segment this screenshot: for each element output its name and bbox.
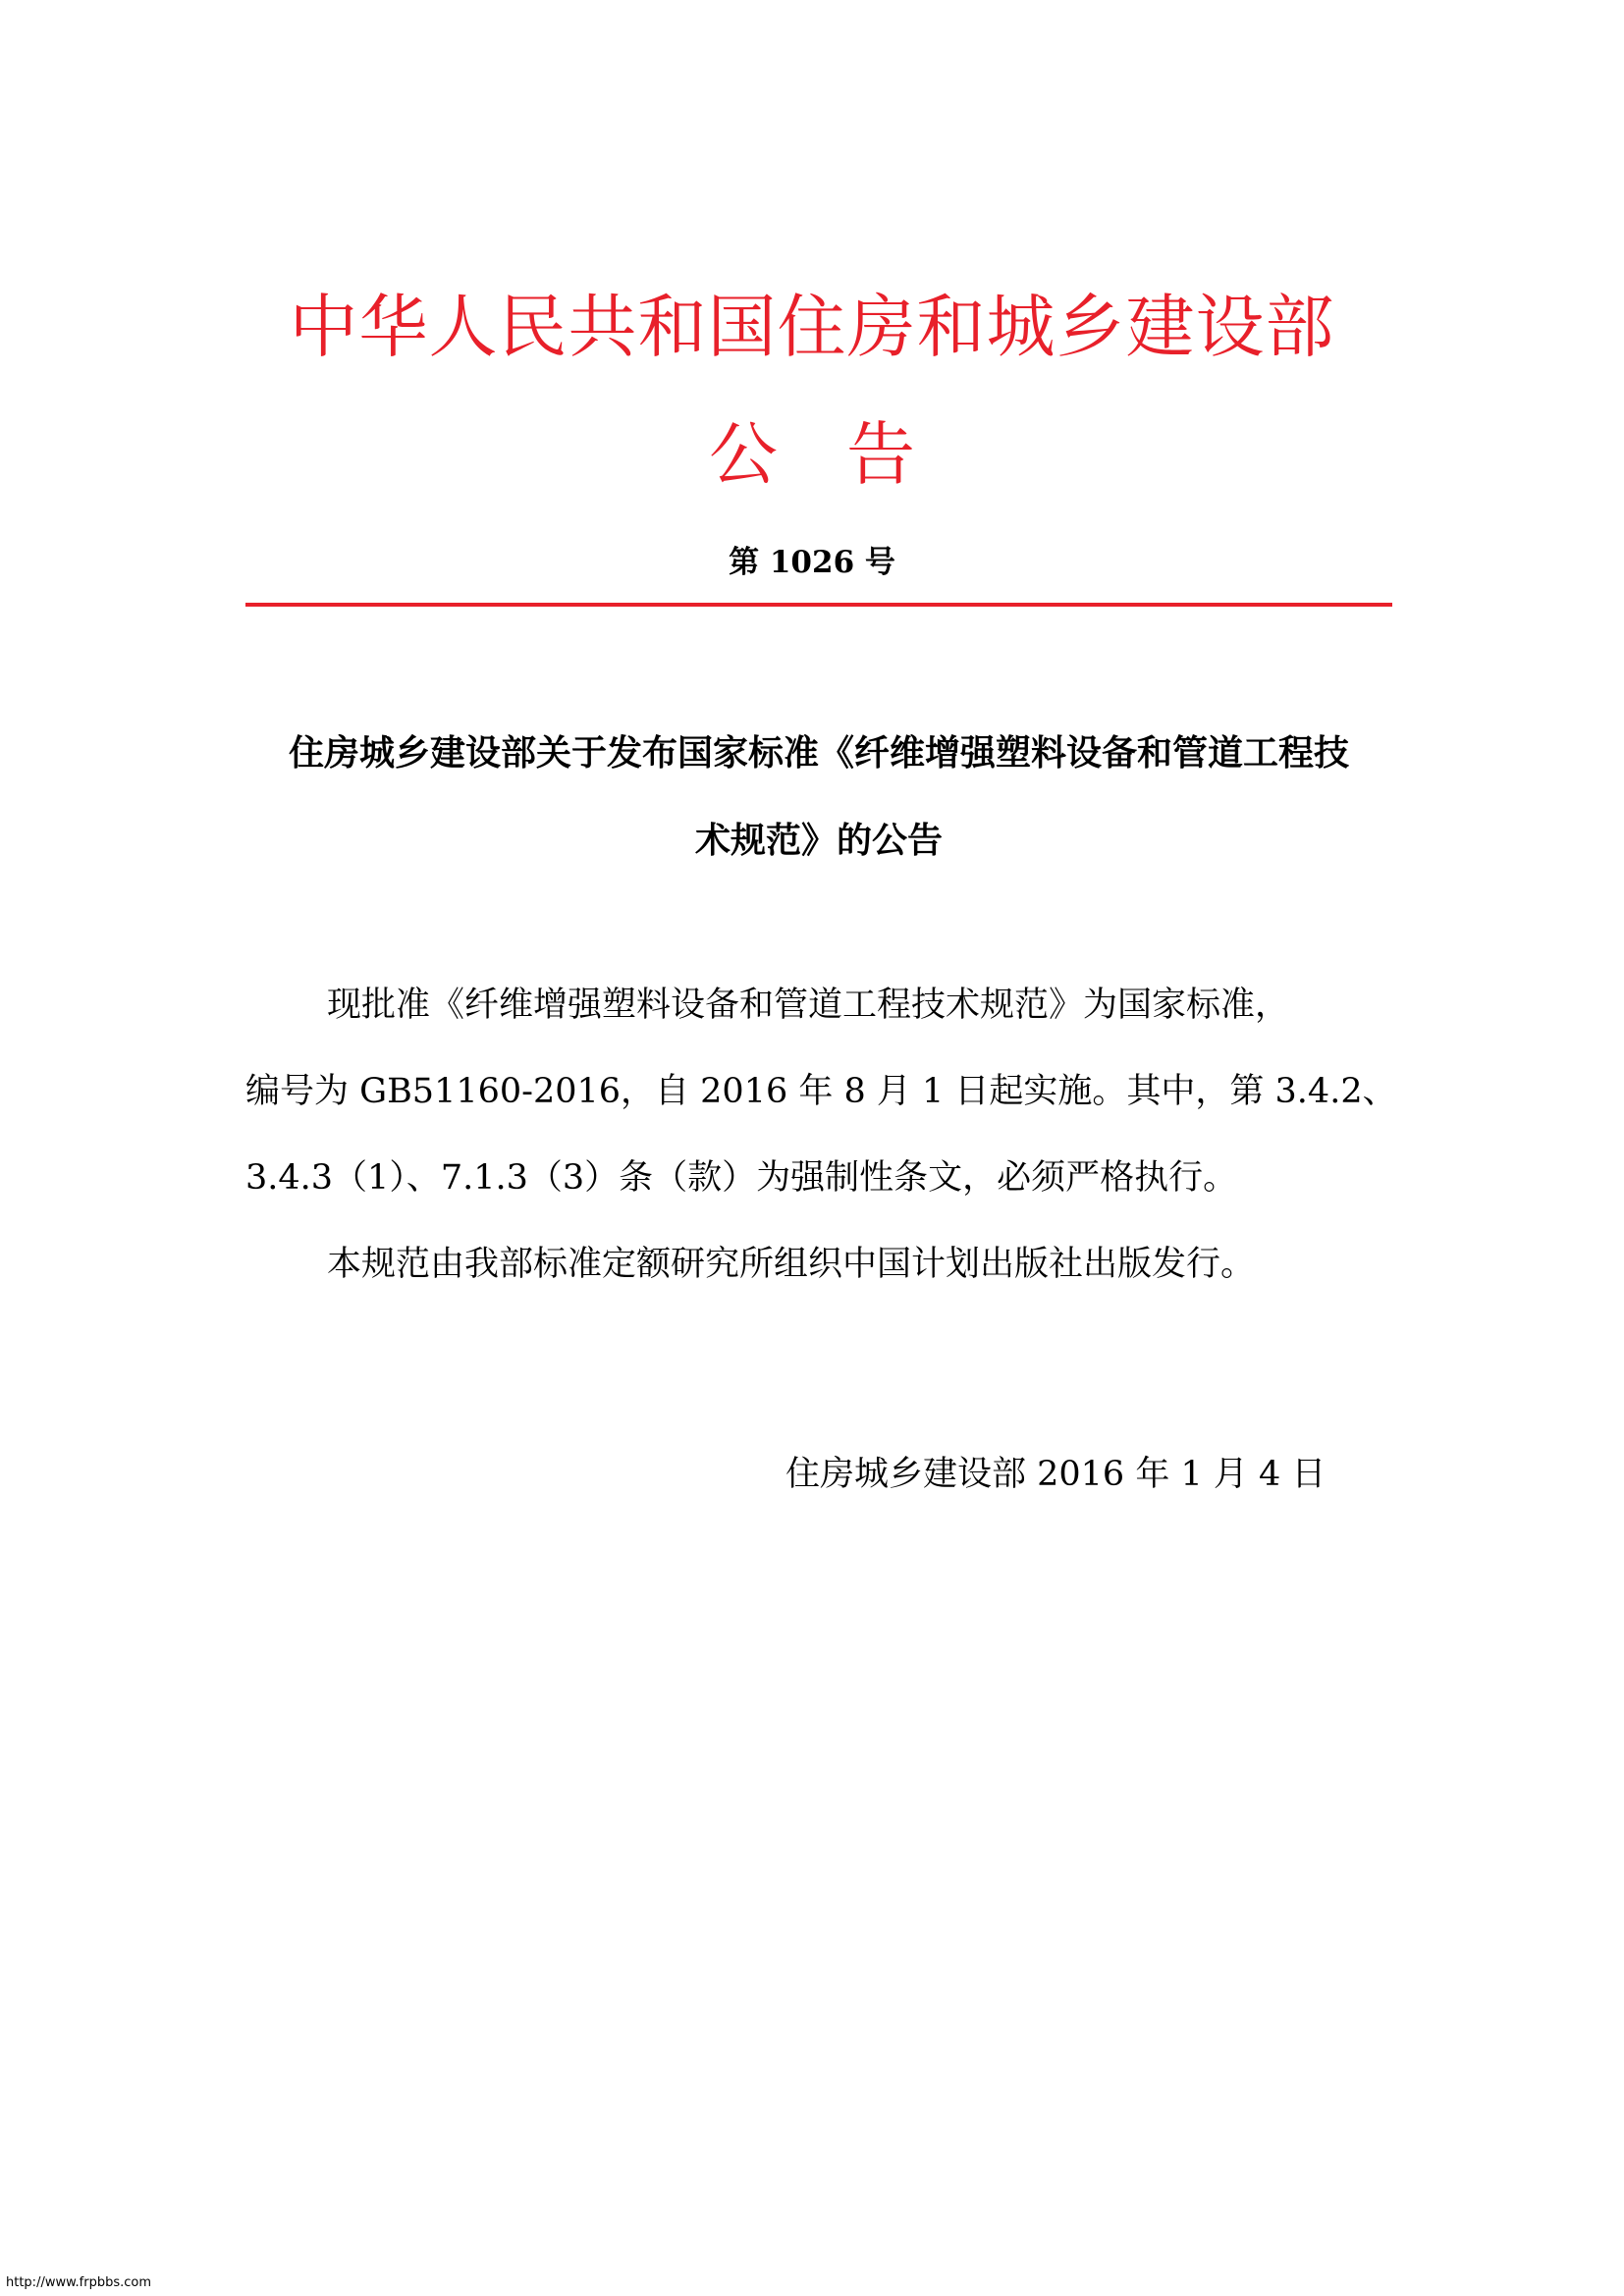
ministry-title: 中华人民共和国住房和城乡建设部	[289, 287, 1335, 367]
paragraph-1-line-2: 编号为 GB51160-2016，自 2016 年 8 月 1 日起实施。其中，第 3.4.2、	[245, 1072, 1397, 1111]
paragraph-1-line-1: 现批准《纤维增强塑料设备和管道工程技术规范》为国家标准，	[327, 986, 1290, 1025]
footer-url: http://www.frpbbs.com	[6, 2275, 152, 2290]
red-divider-line	[245, 603, 1392, 607]
paragraph-1-line-3: 3.4.3（1）、7.1.3（3）条（款）为强制性条文，必须严格执行。	[245, 1158, 1238, 1198]
paragraph-2-line-1: 本规范由我部标准定额研究所组织中国计划出版社出版发行。	[327, 1245, 1256, 1284]
document-number: 第 1026 号	[729, 545, 895, 580]
notice-title-line-1: 住房城乡建设部关于发布国家标准《纤维增强塑料设备和管道工程技	[288, 732, 1349, 774]
notice-title-line-2: 术规范》的公告	[694, 820, 943, 861]
document-type-title: 公 告	[709, 414, 915, 495]
signoff-issuer-date: 住房城乡建设部 2016 年 1 月 4 日	[785, 1455, 1326, 1494]
